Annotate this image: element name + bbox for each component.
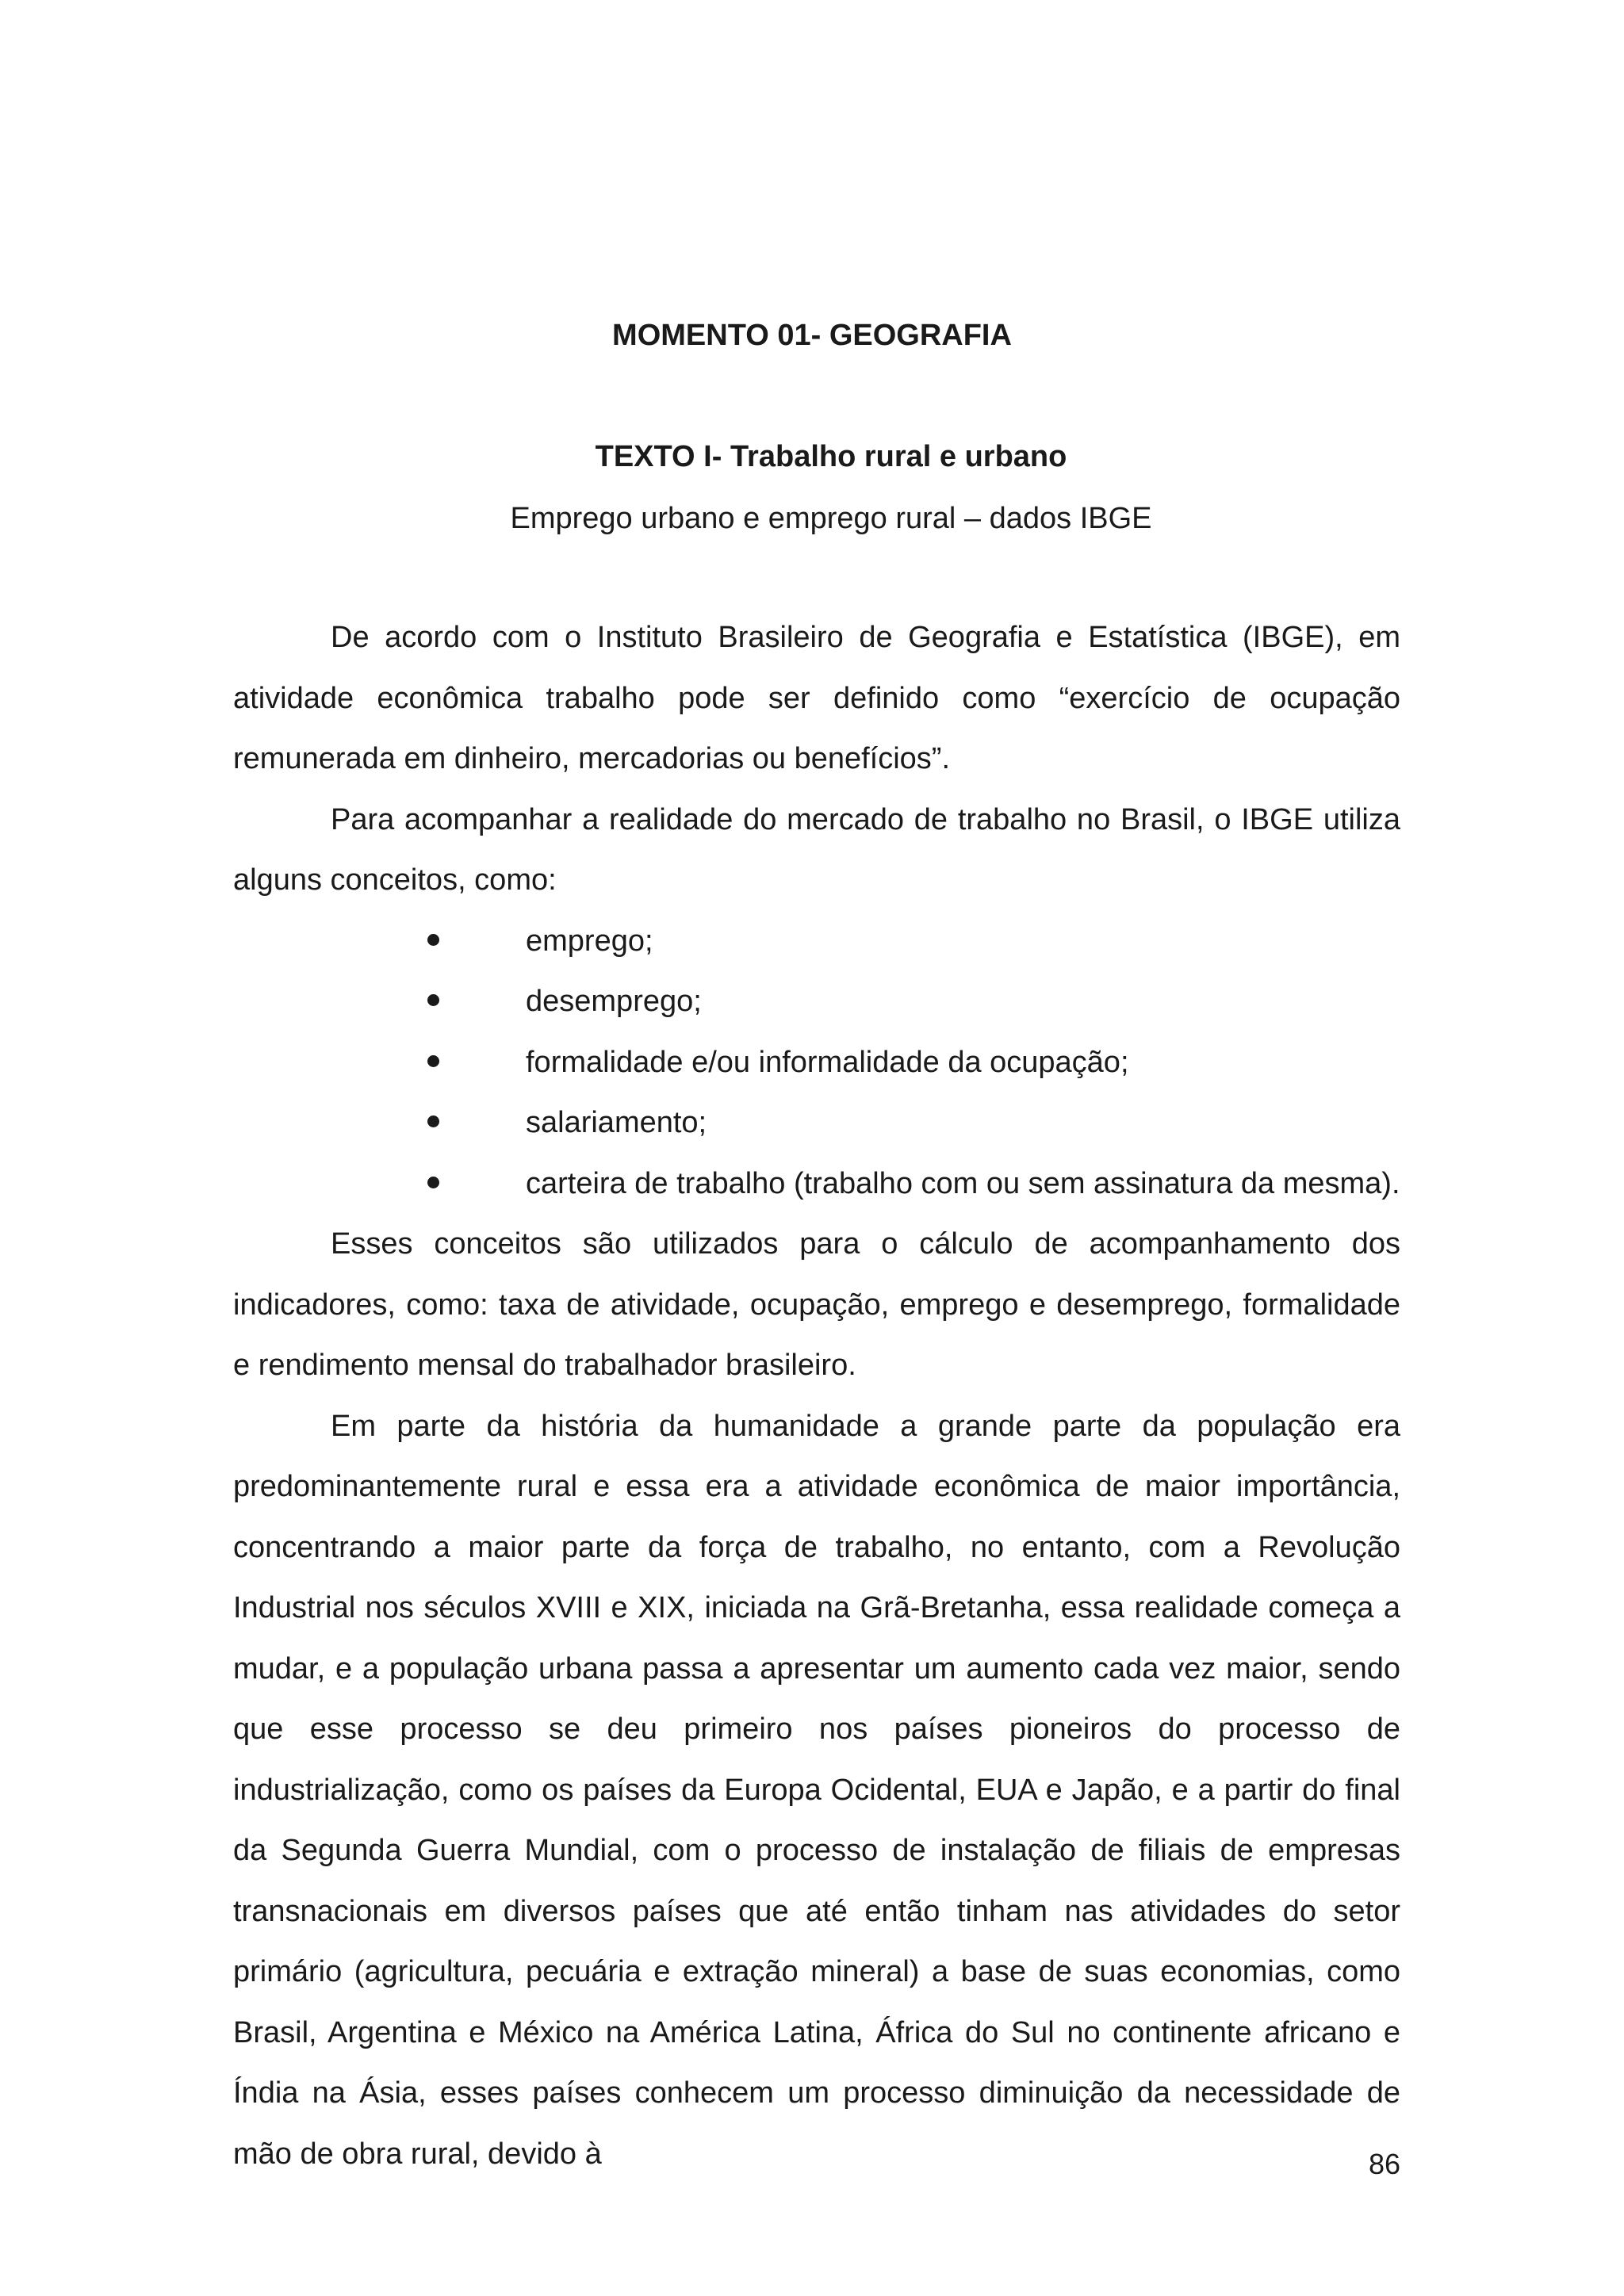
bullet-icon xyxy=(427,994,439,1006)
concept-list xyxy=(233,911,1400,1215)
paragraph-4: Em parte da história da humanidade a grande parte da população era predominantemente rural e essa era a atividade econômica de maior importância, concentrando a maior parte da força de trabalho, no entanto, com a Revolução Industrial nos séculos XVIII e XIX, iniciada na Grã-Bretanha, essa realidade começa a mudar, e a população urbana passa a apresentar um aumento cada vez maior, sendo que esse processo se deu primeiro nos países pioneiros do processo de industrialização, como os países da Europa Ocidental, EUA e Japão, e a partir do final da Segunda Guerra Mundial, com o processo de instalação de filiais de empresas transnacionais em diversos países que até então tinham nas atividades do setor primário (agricultura, pecuária e extração mineral) a base de suas economias, como Brasil, Argentina e México na América Latina, África do Sul no continente africano e Índia na Ásia, esses países conhecem um processo diminuição da necessidade de mão de obra rural, devido à xyxy=(233,1409,1400,2171)
list-item-text: desemprego; xyxy=(526,985,702,1018)
list-item-text: salariamento; xyxy=(526,1106,707,1139)
page-number: 86 xyxy=(1368,2148,1400,2180)
paragraph-2: Para acompanhar a realidade do mercado de trabalho no Brasil, o IBGE utiliza alguns conceitos, como: xyxy=(233,802,1400,897)
bullet-icon xyxy=(427,1177,439,1188)
section-title: MOMENTO 01- GEOGRAFIA xyxy=(612,319,1012,352)
list-item-text: emprego; xyxy=(526,924,653,958)
list-item xyxy=(233,1032,1400,1093)
bullet-icon xyxy=(427,1115,439,1127)
paragraph-1: De acordo com o Instituto Brasileiro de Geografia e Estatística (IBGE), em atividade econômica trabalho pode ser definido como “exercício de ocupação remunerada em dinheiro, mercadorias ou benefícios”. xyxy=(233,621,1400,775)
text-title: TEXTO I- Trabalho rural e urbano xyxy=(595,440,1067,473)
body-text xyxy=(233,607,1400,2184)
list-item-text: carteira de trabalho (trabalho com ou sem assinatura da mesma). xyxy=(526,1166,1400,1200)
subtitle: Emprego urbano e emprego rural – dados IBGE xyxy=(510,502,1152,535)
bullet-icon xyxy=(427,1055,439,1067)
list-item-text: formalidade e/ou informalidade da ocupação; xyxy=(526,1045,1129,1079)
list-item xyxy=(233,971,1400,1032)
paragraph-3: Esses conceitos são utilizados para o cálculo de acompanhamento dos indicadores, como: taxa de atividade, ocupação, emprego e desemprego, formalidade e rendimento mensal do trabalhador brasileiro. xyxy=(233,1227,1400,1382)
list-item xyxy=(233,1093,1400,1154)
list-item xyxy=(233,1154,1400,1215)
bullet-icon xyxy=(427,934,439,946)
list-item xyxy=(233,911,1400,972)
